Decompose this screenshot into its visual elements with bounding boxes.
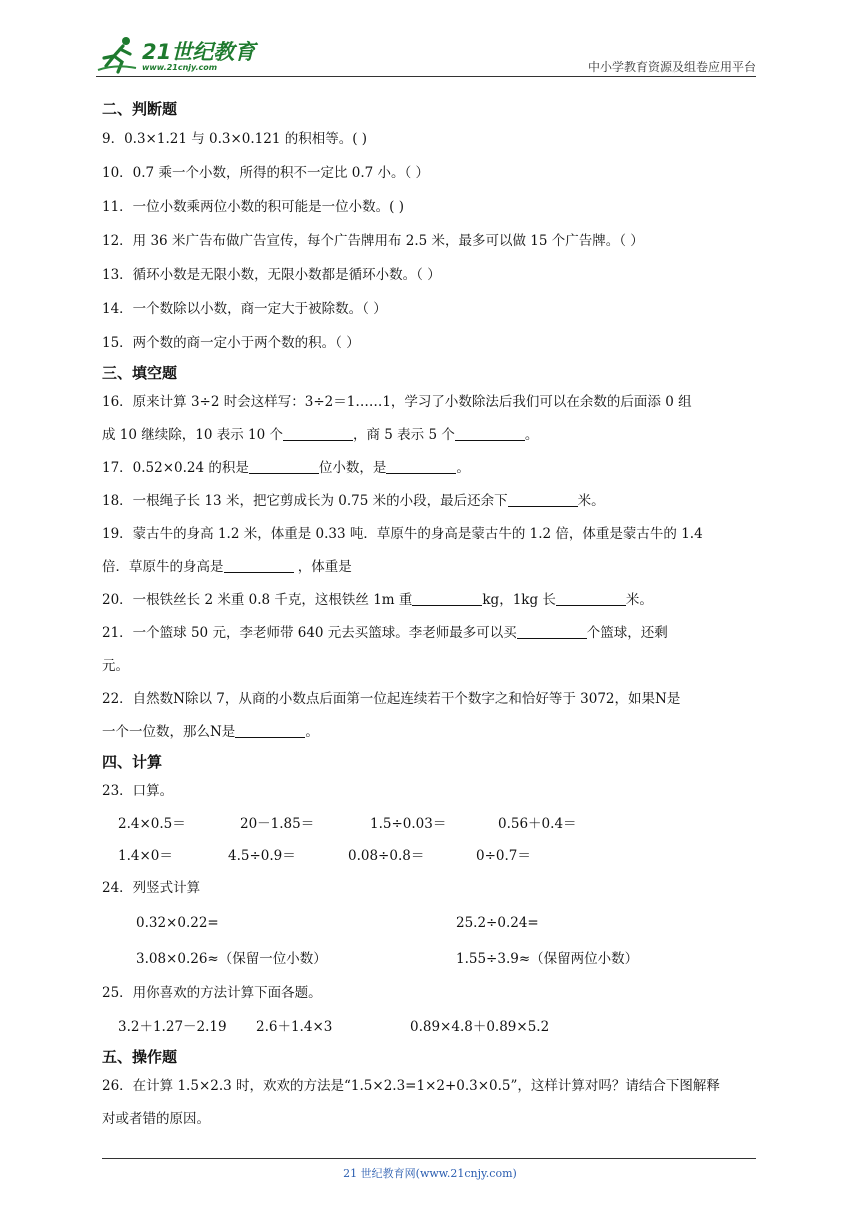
- vertical-item: 25.2÷0.24=: [456, 915, 539, 931]
- oral-item: 0.08÷0.8＝: [348, 848, 425, 864]
- q16-text-3: 。: [524, 427, 539, 443]
- oral-item: 4.5÷0.9＝: [228, 848, 296, 864]
- logo: [96, 30, 266, 78]
- q19-text-2: ，体重是: [293, 559, 352, 575]
- q19-text-1: 倍．草原牛的身高是: [102, 559, 224, 575]
- runner-logo-icon: [96, 34, 140, 74]
- header-divider: [96, 76, 756, 77]
- q18-text-1: 18．一根绳子长 13 米，把它剪成长为 0.75 米的小段，最后还余下: [102, 493, 508, 509]
- answer-blank[interactable]: [412, 591, 482, 606]
- calc-item: 0.89×4.8＋0.89×5.2: [410, 1019, 550, 1035]
- vertical-calc-row-2: [102, 941, 762, 977]
- answer-blank[interactable]: [283, 426, 353, 441]
- footer-text: 21 世纪教育网(www.21cnjy.com): [343, 1167, 517, 1180]
- question-9: 9．0.3×1.21 与 0.3×0.121 的积相等。( ): [102, 131, 368, 147]
- question-18: [102, 485, 762, 518]
- answer-blank[interactable]: [249, 459, 319, 474]
- question-16-line1: 16．原来计算 3÷2 时会这样写：3÷2＝1……1，学习了小数除法后我们可以在余数的后面添 0 组: [102, 394, 692, 410]
- oral-item: 20－1.85＝: [240, 816, 315, 832]
- question-14: 14．一个数除以小数，商一定大于被除数。（ ）: [102, 301, 387, 317]
- q18-text-2: 米。: [577, 493, 605, 509]
- answer-blank[interactable]: [386, 459, 456, 474]
- section-judgement-title: 二、判断题: [102, 100, 178, 118]
- q16-text-2: ，商 5 表示 5 个: [353, 427, 455, 443]
- q21-text-1: 21．一个篮球 50 元，李老师带 640 元去买篮球。李老师最多可以买: [102, 625, 517, 641]
- question-10: 10．0.7 乘一个小数，所得的积不一定比 0.7 小。（ ）: [102, 165, 430, 181]
- oral-item: 2.4×0.5＝: [118, 816, 186, 832]
- footer-divider: [102, 1158, 756, 1159]
- calc-item: 3.2＋1.27－2.19: [118, 1019, 227, 1035]
- question-23: 23．口算。: [102, 783, 174, 799]
- question-22-line1: 22．自然数N除以 7，从商的小数点后面第一位起连续若干个数字之和恰好等于 3072，如果N是: [102, 691, 681, 707]
- oral-item: 1.5÷0.03＝: [370, 816, 447, 832]
- question-12: 12．用 36 米广告布做广告宣传，每个广告牌用布 2.5 米，最多可以做 15 个广告牌。（ ）: [102, 233, 644, 249]
- question-24: 24．列竖式计算: [102, 880, 201, 896]
- section-fill-title: 三、填空题: [102, 364, 178, 382]
- q17-text-2: 位小数，是: [318, 460, 387, 476]
- q20-text-3: 米。: [625, 592, 653, 608]
- vertical-calc-row-1: [102, 905, 762, 941]
- logo-text: 21世纪教育: [142, 40, 256, 64]
- vertical-item: 1.55÷3.9≈（保留两位小数）: [456, 951, 639, 967]
- section-operation-title: 五、操作题: [102, 1048, 178, 1066]
- oral-calc-row-2: [102, 840, 762, 872]
- answer-blank[interactable]: [556, 591, 626, 606]
- section-calc-title: 四、计算: [102, 753, 163, 771]
- question-17: [102, 452, 762, 485]
- question-19-line1: 19．蒙古牛的身高 1.2 米，体重是 0.33 吨．草原牛的身高是蒙古牛的 1.2 倍，体重是蒙古牛的 1.4: [102, 526, 703, 542]
- q17-text-1: 17．0.52×0.24 的积是: [102, 460, 249, 476]
- oral-item: 0.56＋0.4＝: [498, 816, 577, 832]
- oral-calc-row-1: [102, 808, 762, 840]
- q22-text-1: 一个一位数，那么N是: [102, 724, 236, 740]
- q20-text-1: 20．一根铁丝长 2 米重 0.8 千克，这根铁丝 1m 重: [102, 592, 413, 608]
- q17-text-3: 。: [456, 460, 470, 476]
- question-13: 13．循环小数是无限小数，无限小数都是循环小数。（ ）: [102, 267, 441, 283]
- q16-text-1: 成 10 继续除，10 表示 10 个: [102, 427, 283, 443]
- q21-text-2: 个篮球，还剩: [586, 625, 668, 641]
- oral-item: 1.4×0＝: [118, 848, 173, 864]
- question-content: [102, 96, 762, 1136]
- vertical-item: 0.32×0.22=: [136, 915, 219, 931]
- question-26-line1: 26．在计算 1.5×2.3 时，欢欢的方法是“1.5×2.3=1×2+0.3×0.5”，这样计算对吗？请结合下图解释: [102, 1078, 720, 1094]
- answer-blank[interactable]: [455, 426, 525, 441]
- oral-item: 0÷0.7＝: [476, 848, 531, 864]
- logo-url: www.21cnjy.com: [142, 63, 218, 72]
- question-21-line2: 元。: [102, 658, 129, 674]
- answer-blank[interactable]: [224, 558, 294, 573]
- q22-text-2: 。: [305, 724, 319, 740]
- question-19-line2: [102, 551, 762, 584]
- calc25-row: [102, 1010, 762, 1044]
- question-26-line2: 对或者错的原因。: [102, 1111, 210, 1127]
- vertical-item: 3.08×0.26≈（保留一位小数）: [136, 951, 327, 967]
- page-header: [96, 30, 756, 78]
- question-21-line1: [102, 617, 762, 650]
- calc-item: 2.6＋1.4×3: [256, 1019, 333, 1035]
- platform-name: 中小学教育资源及组卷应用平台: [587, 60, 756, 74]
- question-22-line2: [102, 716, 762, 749]
- question-15: 15．两个数的商一定小于两个数的积。（ ）: [102, 335, 360, 351]
- question-11: 11．一位小数乘两位小数的积可能是一位小数。( ): [102, 199, 405, 215]
- question-25: 25．用你喜欢的方法计算下面各题。: [102, 985, 322, 1001]
- question-20: [102, 584, 762, 617]
- answer-blank[interactable]: [508, 492, 578, 507]
- answer-blank[interactable]: [235, 723, 305, 738]
- question-16-line2: [102, 419, 762, 452]
- q20-text-2: kg，1kg 长: [482, 592, 556, 608]
- answer-blank[interactable]: [517, 624, 587, 639]
